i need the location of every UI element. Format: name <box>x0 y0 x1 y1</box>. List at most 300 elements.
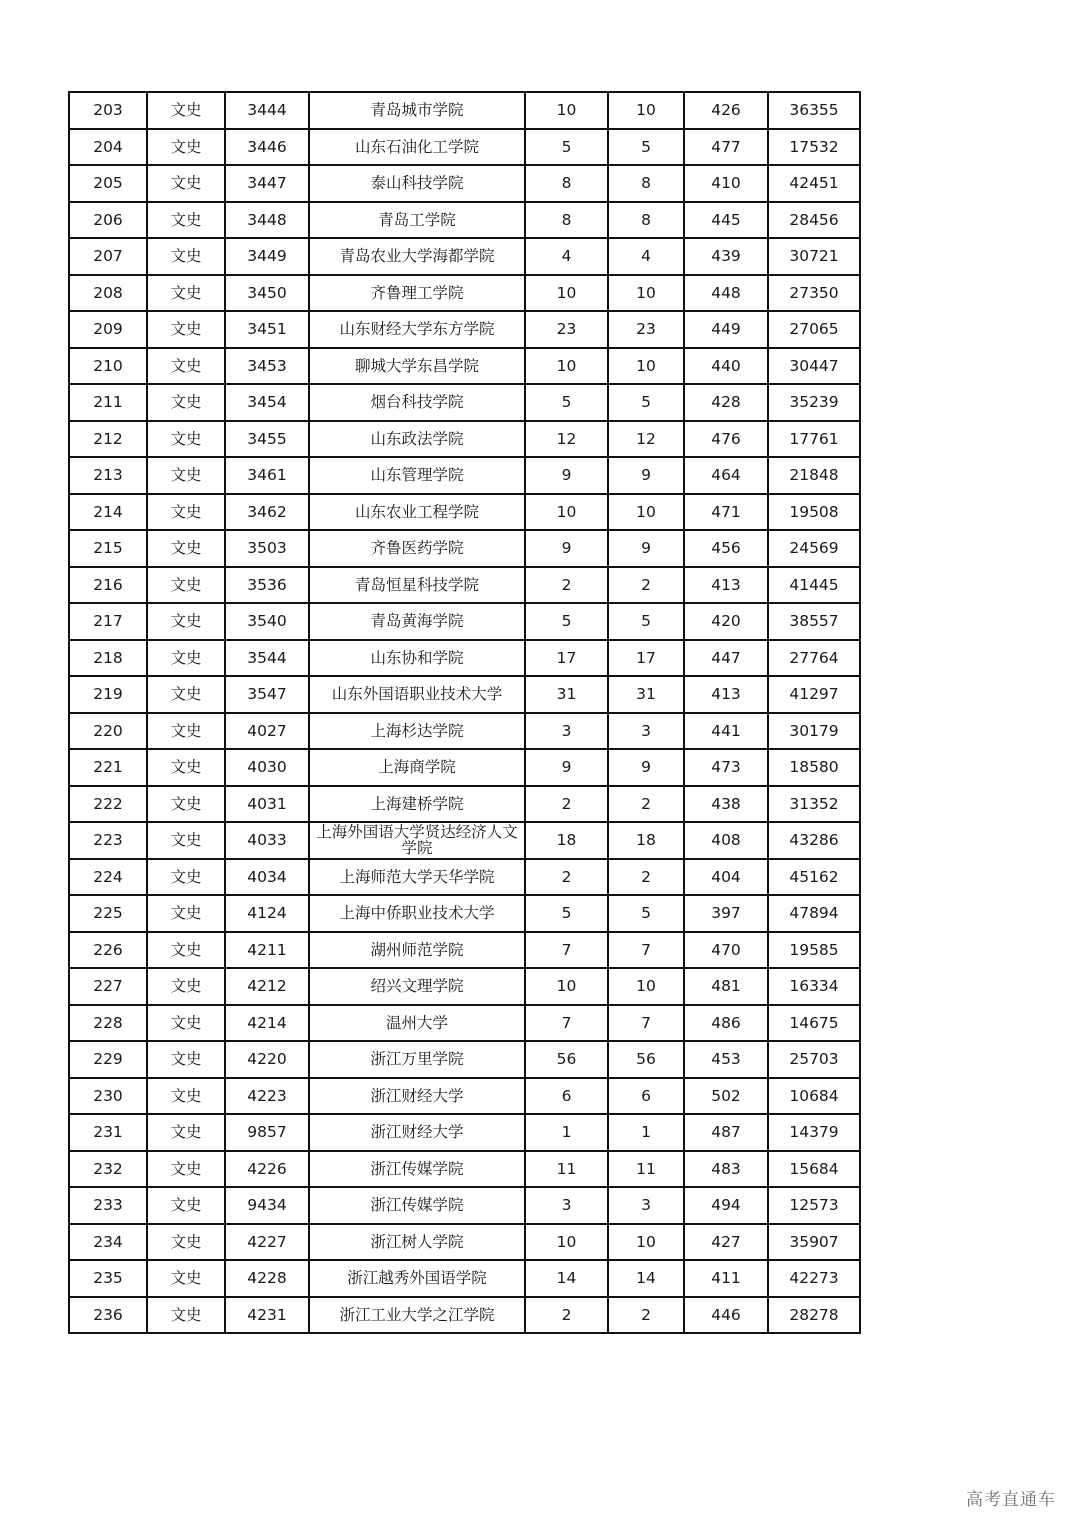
cell-admitted: 7 <box>608 1005 684 1042</box>
table-row <box>69 1005 860 1042</box>
cell-seq: 211 <box>69 384 147 421</box>
cell-seq: 213 <box>69 457 147 494</box>
cell-school: 齐鲁理工学院 <box>309 275 525 312</box>
cell-school: 上海外国语大学贤达经济人文学院 <box>309 822 525 859</box>
cell-admitted: 9 <box>608 530 684 567</box>
cell-admitted: 9 <box>608 457 684 494</box>
table-row <box>69 530 860 567</box>
cell-category: 文史 <box>147 1078 225 1115</box>
cell-seq: 224 <box>69 859 147 896</box>
cell-min-score: 410 <box>684 165 768 202</box>
cell-min-rank: 19508 <box>768 494 860 531</box>
cell-seq: 232 <box>69 1151 147 1188</box>
cell-seq: 230 <box>69 1078 147 1115</box>
cell-admitted: 2 <box>608 786 684 823</box>
cell-min-rank: 41445 <box>768 567 860 604</box>
cell-seq: 223 <box>69 822 147 859</box>
table-row <box>69 165 860 202</box>
cell-admitted: 10 <box>608 1224 684 1261</box>
cell-min-rank: 30447 <box>768 348 860 385</box>
table-row <box>69 676 860 713</box>
cell-school: 湖州师范学院 <box>309 932 525 969</box>
cell-code: 4211 <box>225 932 309 969</box>
table-row <box>69 1078 860 1115</box>
cell-code: 4030 <box>225 749 309 786</box>
cell-min-score: 411 <box>684 1260 768 1297</box>
cell-seq: 205 <box>69 165 147 202</box>
cell-seq: 218 <box>69 640 147 677</box>
cell-school: 青岛工学院 <box>309 202 525 239</box>
cell-plan: 18 <box>525 822 608 859</box>
cell-min-rank: 28456 <box>768 202 860 239</box>
cell-plan: 6 <box>525 1078 608 1115</box>
table-row <box>69 603 860 640</box>
cell-plan: 3 <box>525 1187 608 1224</box>
cell-seq: 215 <box>69 530 147 567</box>
table-row <box>69 1297 860 1334</box>
cell-min-rank: 30721 <box>768 238 860 275</box>
cell-plan: 5 <box>525 384 608 421</box>
cell-admitted: 14 <box>608 1260 684 1297</box>
cell-code: 4027 <box>225 713 309 750</box>
cell-min-score: 487 <box>684 1114 768 1151</box>
cell-min-score: 445 <box>684 202 768 239</box>
cell-min-rank: 25703 <box>768 1041 860 1078</box>
cell-admitted: 5 <box>608 603 684 640</box>
admission-table-container <box>68 91 861 1334</box>
table-row <box>69 786 860 823</box>
cell-plan: 10 <box>525 1224 608 1261</box>
cell-admitted: 8 <box>608 165 684 202</box>
cell-min-score: 456 <box>684 530 768 567</box>
cell-min-rank: 38557 <box>768 603 860 640</box>
cell-category: 文史 <box>147 567 225 604</box>
cell-plan: 8 <box>525 202 608 239</box>
cell-plan: 14 <box>525 1260 608 1297</box>
cell-min-score: 477 <box>684 129 768 166</box>
table-row <box>69 1114 860 1151</box>
table-row <box>69 129 860 166</box>
cell-code: 3450 <box>225 275 309 312</box>
cell-admitted: 2 <box>608 567 684 604</box>
table-row <box>69 895 860 932</box>
cell-seq: 212 <box>69 421 147 458</box>
cell-min-score: 428 <box>684 384 768 421</box>
cell-seq: 234 <box>69 1224 147 1261</box>
table-row <box>69 421 860 458</box>
cell-min-rank: 27350 <box>768 275 860 312</box>
cell-plan: 2 <box>525 786 608 823</box>
cell-admitted: 17 <box>608 640 684 677</box>
cell-min-score: 447 <box>684 640 768 677</box>
cell-school: 山东政法学院 <box>309 421 525 458</box>
cell-seq: 209 <box>69 311 147 348</box>
cell-code: 3544 <box>225 640 309 677</box>
cell-min-score: 453 <box>684 1041 768 1078</box>
cell-min-rank: 21848 <box>768 457 860 494</box>
table-row <box>69 275 860 312</box>
cell-school: 烟台科技学院 <box>309 384 525 421</box>
cell-min-score: 470 <box>684 932 768 969</box>
cell-category: 文史 <box>147 1005 225 1042</box>
cell-seq: 221 <box>69 749 147 786</box>
cell-seq: 204 <box>69 129 147 166</box>
cell-code: 4231 <box>225 1297 309 1334</box>
cell-code: 3446 <box>225 129 309 166</box>
cell-code: 3451 <box>225 311 309 348</box>
cell-seq: 206 <box>69 202 147 239</box>
cell-seq: 217 <box>69 603 147 640</box>
cell-code: 9857 <box>225 1114 309 1151</box>
cell-min-score: 438 <box>684 786 768 823</box>
cell-school: 山东外国语职业技术大学 <box>309 676 525 713</box>
cell-min-score: 439 <box>684 238 768 275</box>
cell-code: 3453 <box>225 348 309 385</box>
cell-seq: 235 <box>69 1260 147 1297</box>
cell-min-rank: 42273 <box>768 1260 860 1297</box>
table-row <box>69 968 860 1005</box>
cell-code: 3455 <box>225 421 309 458</box>
cell-school: 浙江传媒学院 <box>309 1187 525 1224</box>
table-row <box>69 1151 860 1188</box>
cell-seq: 222 <box>69 786 147 823</box>
cell-min-rank: 45162 <box>768 859 860 896</box>
cell-min-rank: 43286 <box>768 822 860 859</box>
cell-min-rank: 12573 <box>768 1187 860 1224</box>
cell-admitted: 10 <box>608 92 684 129</box>
cell-code: 3503 <box>225 530 309 567</box>
cell-admitted: 18 <box>608 822 684 859</box>
cell-plan: 5 <box>525 895 608 932</box>
cell-plan: 7 <box>525 932 608 969</box>
cell-min-score: 481 <box>684 968 768 1005</box>
cell-admitted: 56 <box>608 1041 684 1078</box>
cell-seq: 236 <box>69 1297 147 1334</box>
cell-min-score: 449 <box>684 311 768 348</box>
cell-min-rank: 24569 <box>768 530 860 567</box>
cell-min-score: 420 <box>684 603 768 640</box>
cell-category: 文史 <box>147 238 225 275</box>
cell-plan: 1 <box>525 1114 608 1151</box>
cell-min-score: 448 <box>684 275 768 312</box>
cell-plan: 23 <box>525 311 608 348</box>
table-row <box>69 457 860 494</box>
cell-min-score: 464 <box>684 457 768 494</box>
cell-code: 4226 <box>225 1151 309 1188</box>
table-row <box>69 567 860 604</box>
cell-min-rank: 27764 <box>768 640 860 677</box>
table-row <box>69 1260 860 1297</box>
table-row <box>69 238 860 275</box>
table-row <box>69 822 860 859</box>
cell-school: 浙江传媒学院 <box>309 1151 525 1188</box>
cell-admitted: 4 <box>608 238 684 275</box>
cell-admitted: 2 <box>608 1297 684 1334</box>
cell-plan: 17 <box>525 640 608 677</box>
cell-category: 文史 <box>147 1114 225 1151</box>
cell-school: 浙江工业大学之江学院 <box>309 1297 525 1334</box>
cell-min-rank: 35239 <box>768 384 860 421</box>
cell-seq: 229 <box>69 1041 147 1078</box>
cell-category: 文史 <box>147 275 225 312</box>
cell-seq: 233 <box>69 1187 147 1224</box>
cell-seq: 219 <box>69 676 147 713</box>
cell-plan: 3 <box>525 713 608 750</box>
cell-admitted: 10 <box>608 348 684 385</box>
table-body <box>69 92 860 1333</box>
cell-min-score: 486 <box>684 1005 768 1042</box>
cell-min-rank: 41297 <box>768 676 860 713</box>
cell-min-score: 404 <box>684 859 768 896</box>
cell-min-score: 426 <box>684 92 768 129</box>
cell-category: 文史 <box>147 457 225 494</box>
cell-category: 文史 <box>147 895 225 932</box>
cell-code: 3448 <box>225 202 309 239</box>
cell-category: 文史 <box>147 749 225 786</box>
cell-school: 浙江万里学院 <box>309 1041 525 1078</box>
cell-min-rank: 10684 <box>768 1078 860 1115</box>
cell-category: 文史 <box>147 348 225 385</box>
cell-seq: 203 <box>69 92 147 129</box>
cell-plan: 56 <box>525 1041 608 1078</box>
cell-category: 文史 <box>147 494 225 531</box>
cell-category: 文史 <box>147 968 225 1005</box>
cell-min-score: 483 <box>684 1151 768 1188</box>
cell-category: 文史 <box>147 1151 225 1188</box>
table-row <box>69 749 860 786</box>
cell-school: 青岛黄海学院 <box>309 603 525 640</box>
cell-code: 3449 <box>225 238 309 275</box>
cell-admitted: 7 <box>608 932 684 969</box>
cell-admitted: 12 <box>608 421 684 458</box>
cell-category: 文史 <box>147 421 225 458</box>
cell-category: 文史 <box>147 530 225 567</box>
cell-category: 文史 <box>147 165 225 202</box>
cell-code: 4228 <box>225 1260 309 1297</box>
cell-admitted: 10 <box>608 275 684 312</box>
cell-school: 浙江财经大学 <box>309 1078 525 1115</box>
cell-school: 青岛农业大学海都学院 <box>309 238 525 275</box>
cell-min-score: 441 <box>684 713 768 750</box>
cell-code: 3462 <box>225 494 309 531</box>
cell-code: 3447 <box>225 165 309 202</box>
cell-admitted: 10 <box>608 968 684 1005</box>
cell-min-score: 413 <box>684 676 768 713</box>
cell-code: 3547 <box>225 676 309 713</box>
cell-seq: 227 <box>69 968 147 1005</box>
cell-school: 聊城大学东昌学院 <box>309 348 525 385</box>
cell-min-score: 502 <box>684 1078 768 1115</box>
table-row <box>69 202 860 239</box>
cell-code: 3444 <box>225 92 309 129</box>
cell-admitted: 2 <box>608 859 684 896</box>
cell-category: 文史 <box>147 1187 225 1224</box>
watermark-text: 高考直通车 <box>966 1490 1056 1510</box>
cell-school: 上海商学院 <box>309 749 525 786</box>
cell-code: 4033 <box>225 822 309 859</box>
cell-min-rank: 42451 <box>768 165 860 202</box>
cell-school: 山东石油化工学院 <box>309 129 525 166</box>
table-row <box>69 348 860 385</box>
cell-min-score: 440 <box>684 348 768 385</box>
cell-code: 4223 <box>225 1078 309 1115</box>
cell-code: 4214 <box>225 1005 309 1042</box>
cell-plan: 2 <box>525 567 608 604</box>
cell-category: 文史 <box>147 1260 225 1297</box>
cell-min-rank: 18580 <box>768 749 860 786</box>
table-row <box>69 384 860 421</box>
cell-category: 文史 <box>147 1041 225 1078</box>
cell-plan: 9 <box>525 457 608 494</box>
cell-admitted: 8 <box>608 202 684 239</box>
cell-min-rank: 17761 <box>768 421 860 458</box>
cell-admitted: 6 <box>608 1078 684 1115</box>
cell-code: 3536 <box>225 567 309 604</box>
cell-min-score: 473 <box>684 749 768 786</box>
cell-school: 山东农业工程学院 <box>309 494 525 531</box>
cell-code: 9434 <box>225 1187 309 1224</box>
cell-category: 文史 <box>147 1297 225 1334</box>
cell-school: 山东协和学院 <box>309 640 525 677</box>
cell-category: 文史 <box>147 822 225 859</box>
cell-school: 浙江财经大学 <box>309 1114 525 1151</box>
cell-plan: 10 <box>525 92 608 129</box>
cell-plan: 5 <box>525 603 608 640</box>
cell-plan: 11 <box>525 1151 608 1188</box>
cell-category: 文史 <box>147 676 225 713</box>
cell-category: 文史 <box>147 1224 225 1261</box>
cell-category: 文史 <box>147 92 225 129</box>
cell-seq: 225 <box>69 895 147 932</box>
table-row <box>69 1041 860 1078</box>
cell-school: 上海师范大学天华学院 <box>309 859 525 896</box>
cell-min-rank: 14675 <box>768 1005 860 1042</box>
cell-min-rank: 30179 <box>768 713 860 750</box>
cell-category: 文史 <box>147 129 225 166</box>
cell-seq: 220 <box>69 713 147 750</box>
table-row <box>69 494 860 531</box>
cell-admitted: 11 <box>608 1151 684 1188</box>
cell-code: 4212 <box>225 968 309 1005</box>
cell-plan: 2 <box>525 1297 608 1334</box>
table-row <box>69 311 860 348</box>
cell-school: 浙江树人学院 <box>309 1224 525 1261</box>
cell-min-score: 413 <box>684 567 768 604</box>
cell-admitted: 5 <box>608 895 684 932</box>
cell-code: 4220 <box>225 1041 309 1078</box>
cell-seq: 231 <box>69 1114 147 1151</box>
cell-school: 上海建桥学院 <box>309 786 525 823</box>
cell-plan: 31 <box>525 676 608 713</box>
cell-min-rank: 14379 <box>768 1114 860 1151</box>
cell-code: 4034 <box>225 859 309 896</box>
cell-seq: 210 <box>69 348 147 385</box>
cell-category: 文史 <box>147 202 225 239</box>
cell-school: 上海杉达学院 <box>309 713 525 750</box>
cell-school: 山东管理学院 <box>309 457 525 494</box>
cell-plan: 7 <box>525 1005 608 1042</box>
cell-min-rank: 27065 <box>768 311 860 348</box>
cell-admitted: 9 <box>608 749 684 786</box>
cell-min-rank: 35907 <box>768 1224 860 1261</box>
cell-school: 温州大学 <box>309 1005 525 1042</box>
cell-code: 4227 <box>225 1224 309 1261</box>
cell-min-rank: 31352 <box>768 786 860 823</box>
cell-category: 文史 <box>147 932 225 969</box>
cell-admitted: 10 <box>608 494 684 531</box>
cell-seq: 228 <box>69 1005 147 1042</box>
cell-school: 上海中侨职业技术大学 <box>309 895 525 932</box>
cell-admitted: 31 <box>608 676 684 713</box>
cell-school: 齐鲁医药学院 <box>309 530 525 567</box>
cell-seq: 216 <box>69 567 147 604</box>
cell-code: 3540 <box>225 603 309 640</box>
cell-plan: 5 <box>525 129 608 166</box>
cell-school: 山东财经大学东方学院 <box>309 311 525 348</box>
cell-category: 文史 <box>147 311 225 348</box>
table-row <box>69 640 860 677</box>
table-row <box>69 92 860 129</box>
cell-min-rank: 16334 <box>768 968 860 1005</box>
cell-category: 文史 <box>147 603 225 640</box>
cell-min-rank: 17532 <box>768 129 860 166</box>
cell-min-rank: 28278 <box>768 1297 860 1334</box>
cell-plan: 8 <box>525 165 608 202</box>
cell-school: 绍兴文理学院 <box>309 968 525 1005</box>
cell-plan: 12 <box>525 421 608 458</box>
cell-plan: 9 <box>525 530 608 567</box>
cell-school: 泰山科技学院 <box>309 165 525 202</box>
cell-code: 3454 <box>225 384 309 421</box>
cell-seq: 208 <box>69 275 147 312</box>
cell-seq: 226 <box>69 932 147 969</box>
cell-plan: 10 <box>525 494 608 531</box>
cell-seq: 207 <box>69 238 147 275</box>
cell-min-score: 476 <box>684 421 768 458</box>
cell-school: 青岛城市学院 <box>309 92 525 129</box>
cell-min-score: 427 <box>684 1224 768 1261</box>
cell-code: 3461 <box>225 457 309 494</box>
cell-plan: 9 <box>525 749 608 786</box>
cell-min-score: 446 <box>684 1297 768 1334</box>
cell-min-rank: 15684 <box>768 1151 860 1188</box>
cell-min-score: 397 <box>684 895 768 932</box>
cell-code: 4031 <box>225 786 309 823</box>
cell-min-score: 471 <box>684 494 768 531</box>
cell-min-rank: 47894 <box>768 895 860 932</box>
cell-admitted: 23 <box>608 311 684 348</box>
cell-category: 文史 <box>147 786 225 823</box>
cell-plan: 4 <box>525 238 608 275</box>
cell-category: 文史 <box>147 713 225 750</box>
cell-plan: 10 <box>525 275 608 312</box>
table-row <box>69 1187 860 1224</box>
cell-min-score: 494 <box>684 1187 768 1224</box>
cell-category: 文史 <box>147 384 225 421</box>
cell-plan: 10 <box>525 348 608 385</box>
cell-admitted: 3 <box>608 713 684 750</box>
cell-school: 青岛恒星科技学院 <box>309 567 525 604</box>
cell-admitted: 1 <box>608 1114 684 1151</box>
cell-category: 文史 <box>147 640 225 677</box>
cell-plan: 10 <box>525 968 608 1005</box>
table-row <box>69 859 860 896</box>
table-row <box>69 713 860 750</box>
admission-table <box>68 91 861 1334</box>
table-row <box>69 1224 860 1261</box>
table-row <box>69 932 860 969</box>
cell-min-score: 408 <box>684 822 768 859</box>
